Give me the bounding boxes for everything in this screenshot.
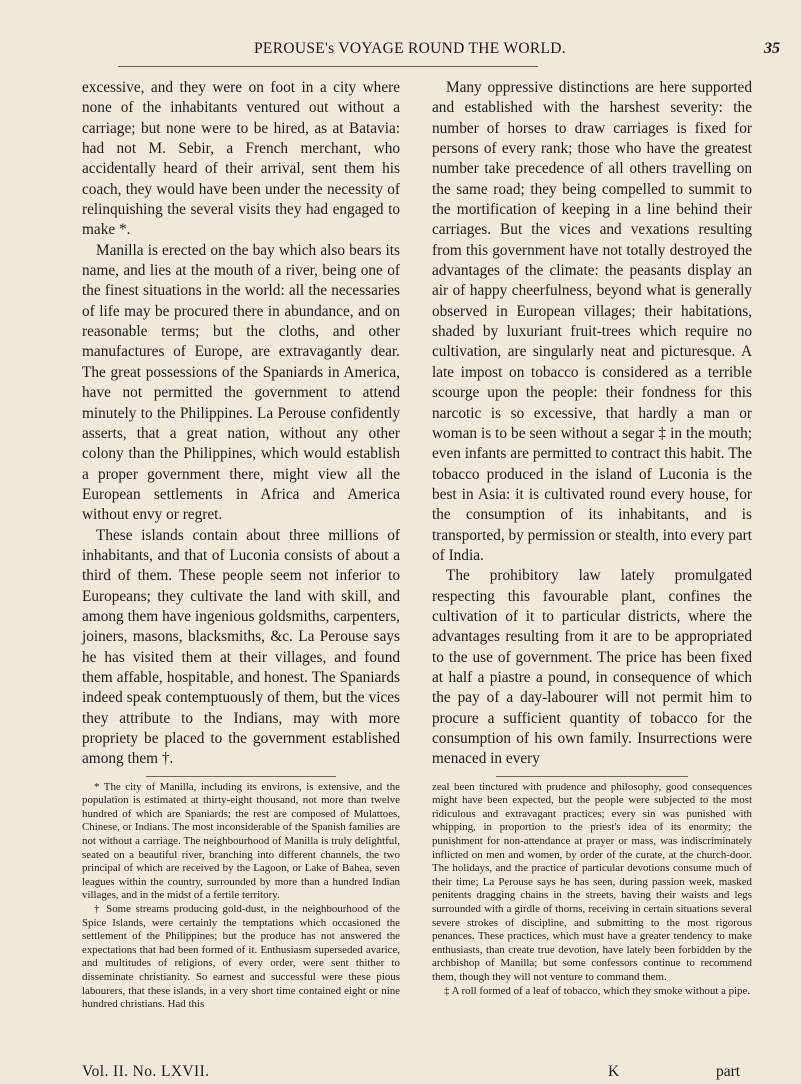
right-footnote-2: ‡ A roll formed of a leaf of tobacco, which they smoke without a pipe. <box>444 984 751 997</box>
right-body-text <box>432 78 752 770</box>
left-paragraph-1: excessive, and they were on foot in a city where none of the inhabitants ventured out without a carriage; but none were to be hired, as at Batavia: had not M. Sebir, a French merchant, who accidentally heard of their arrival, sent them his coach, they would have been under the necessity of relinquishing the several visits they had engaged to make *. <box>82 79 400 239</box>
signature-mark: K <box>608 1063 620 1080</box>
right-column <box>432 78 752 998</box>
right-footnotes <box>432 781 752 999</box>
left-paragraph-2: Manilla is erected on the bay which also bears its name, and lies at the mouth of a river, being one of the finest situations in the world: all the necessaries of life may be procured there in abundance, and on reasonable terms; but the cloths, and other manufactures of Europe, are extravagantly dear. The great possessions of the Spaniards in America, have not permitted the government to attend minutely to the Philippines. La Perouse confidently asserts, that a great nation, without any other colony than the Philippines, which would establish a proper government there, might view all the European settlements in Africa and America without envy or regret. <box>82 241 400 524</box>
left-footnotes <box>82 781 400 1012</box>
left-footnote-rule <box>146 776 337 777</box>
right-paragraph-2: The prohibitory law lately promulgated respecting this favourable plant, confines the cultivation of it to particular districts, where the advantages resulting from it are to be appropriated to the use of government. The price has been fixed at half a piastre a pound, in consequence of which the pay of a day-labourer will not permit him to procure a sufficient quantity of tobacco for the consumption of his own family. Insurrections were menaced in every <box>432 567 752 768</box>
right-paragraph-1: Many oppressive distinctions are here supported and established with the harshest severity: the number of horses to draw carriages is fixed for persons of every rank; those who have the greatest number take precedence of all others travelling on the same road; they being compelled to summit to the mortification of keeping in a line behind their carriages. But the vices and vexations resulting from this government have not totally destroyed the advantages of the climate: the peasants display an air of happy cheerfulness, beyond what is generally observed in European villages; their habitations, shaded by luxuriant fruit-trees which require no cultivation, are singularly neat and picturesque. A late impost on tobacco is considered as a terrible scourge upon the people: their fondness for this narcotic is so excessive, that hardly a man or woman is to be seen without a segar ‡ in the mouth; even infants are permitted to contract this habit. The tobacco produced in the island of Luconia is the best in Asia: it is cultivated round every house, for the consumption of its inhabitants, and is transported, by permission or stealth, into every part of India. <box>432 79 752 564</box>
running-title: PEROUSE's VOYAGE ROUND THE WORLD. <box>254 40 566 57</box>
right-footnote-rule <box>496 776 688 777</box>
volume-signature: Vol. II. No. LXVII. <box>82 1063 210 1080</box>
left-footnote-2: † Some streams producing gold-dust, in the neighbourhood of the Spice Islands, were certainly the temptations which occasioned the settlement of the Philippines; but the produce has not answered the expectations that had been formed of it. Enthusiasm superseded avarice, and multitudes of religions, of every order, were sent thither to disseminate christianity. So earnest and successful were these pious labourers, that these islands, in a very short time contained eight or nine hundred christians. Had this <box>82 903 400 1011</box>
left-column <box>82 78 400 1012</box>
running-head <box>40 40 780 64</box>
left-footnote-1: * The city of Manilla, including its environs, is extensive, and the population is estimated at thirty-eight thousand, not more than twelve hundred of which are Spaniards; the rest are composed of Mulattoes, Chinese, or Indians. The most inconsiderable of the Spanish families are not without a carriage. The neighbourhood of Manilla is truly delightful, seated on a beautiful river, branching into different channels, the two principal of which are received by the Lagoon, or Lake of Bahea, seven leagues within the country, surrounded by more than a hundred Indian villages, and in the midst of a fertile territory. <box>82 780 400 902</box>
catchword: part <box>716 1063 741 1080</box>
page-number: 35 <box>764 40 780 57</box>
right-footnote-1: zeal been tinctured with prudence and philosophy, good consequences might have been expected, but the people were subjected to the most ridiculous and extravagant practices; every sin was punished with whipping, in proportion to the priest's idea of its enormity; the punishment for non-attendance at prayer or mass, was indiscriminately inflicted on men and women, by order of the curate, at the church-door. The holidays, and the practice of particular devotions consume much of their time; La Perouse says he has seen, during passion week, masked penitents dragging chains in the streets, having their waists and legs surrounded with a girdle of thorns, receiving in certain situations several severe strokes of discipline, and submitting to the most rigorous penances. These practices, which must have a greater tendency to make enthusiasts, than create true devotion, have lately been forbidden by the archbishop of Manilla; but some confessors continue to recommend them, though they will not venture to command them. <box>432 780 752 983</box>
left-paragraph-3: These islands contain about three millions of inhabitants, and that of Luconia consists of about a third of them. These people seem not inferior to Europeans; they cultivate the land with skill, and among them have ingenious goldsmiths, carpenters, joiners, masons, blacksmiths, &c. La Perouse says he has visited them at their villages, and found them affable, hospitable, and honest. The Spaniards indeed speak contemptuously of them, but the vices they attribute to the Indians, may with more propriety be placed to the government established among them †. <box>82 526 400 768</box>
header-rule <box>118 66 538 67</box>
left-body-text <box>82 78 400 770</box>
